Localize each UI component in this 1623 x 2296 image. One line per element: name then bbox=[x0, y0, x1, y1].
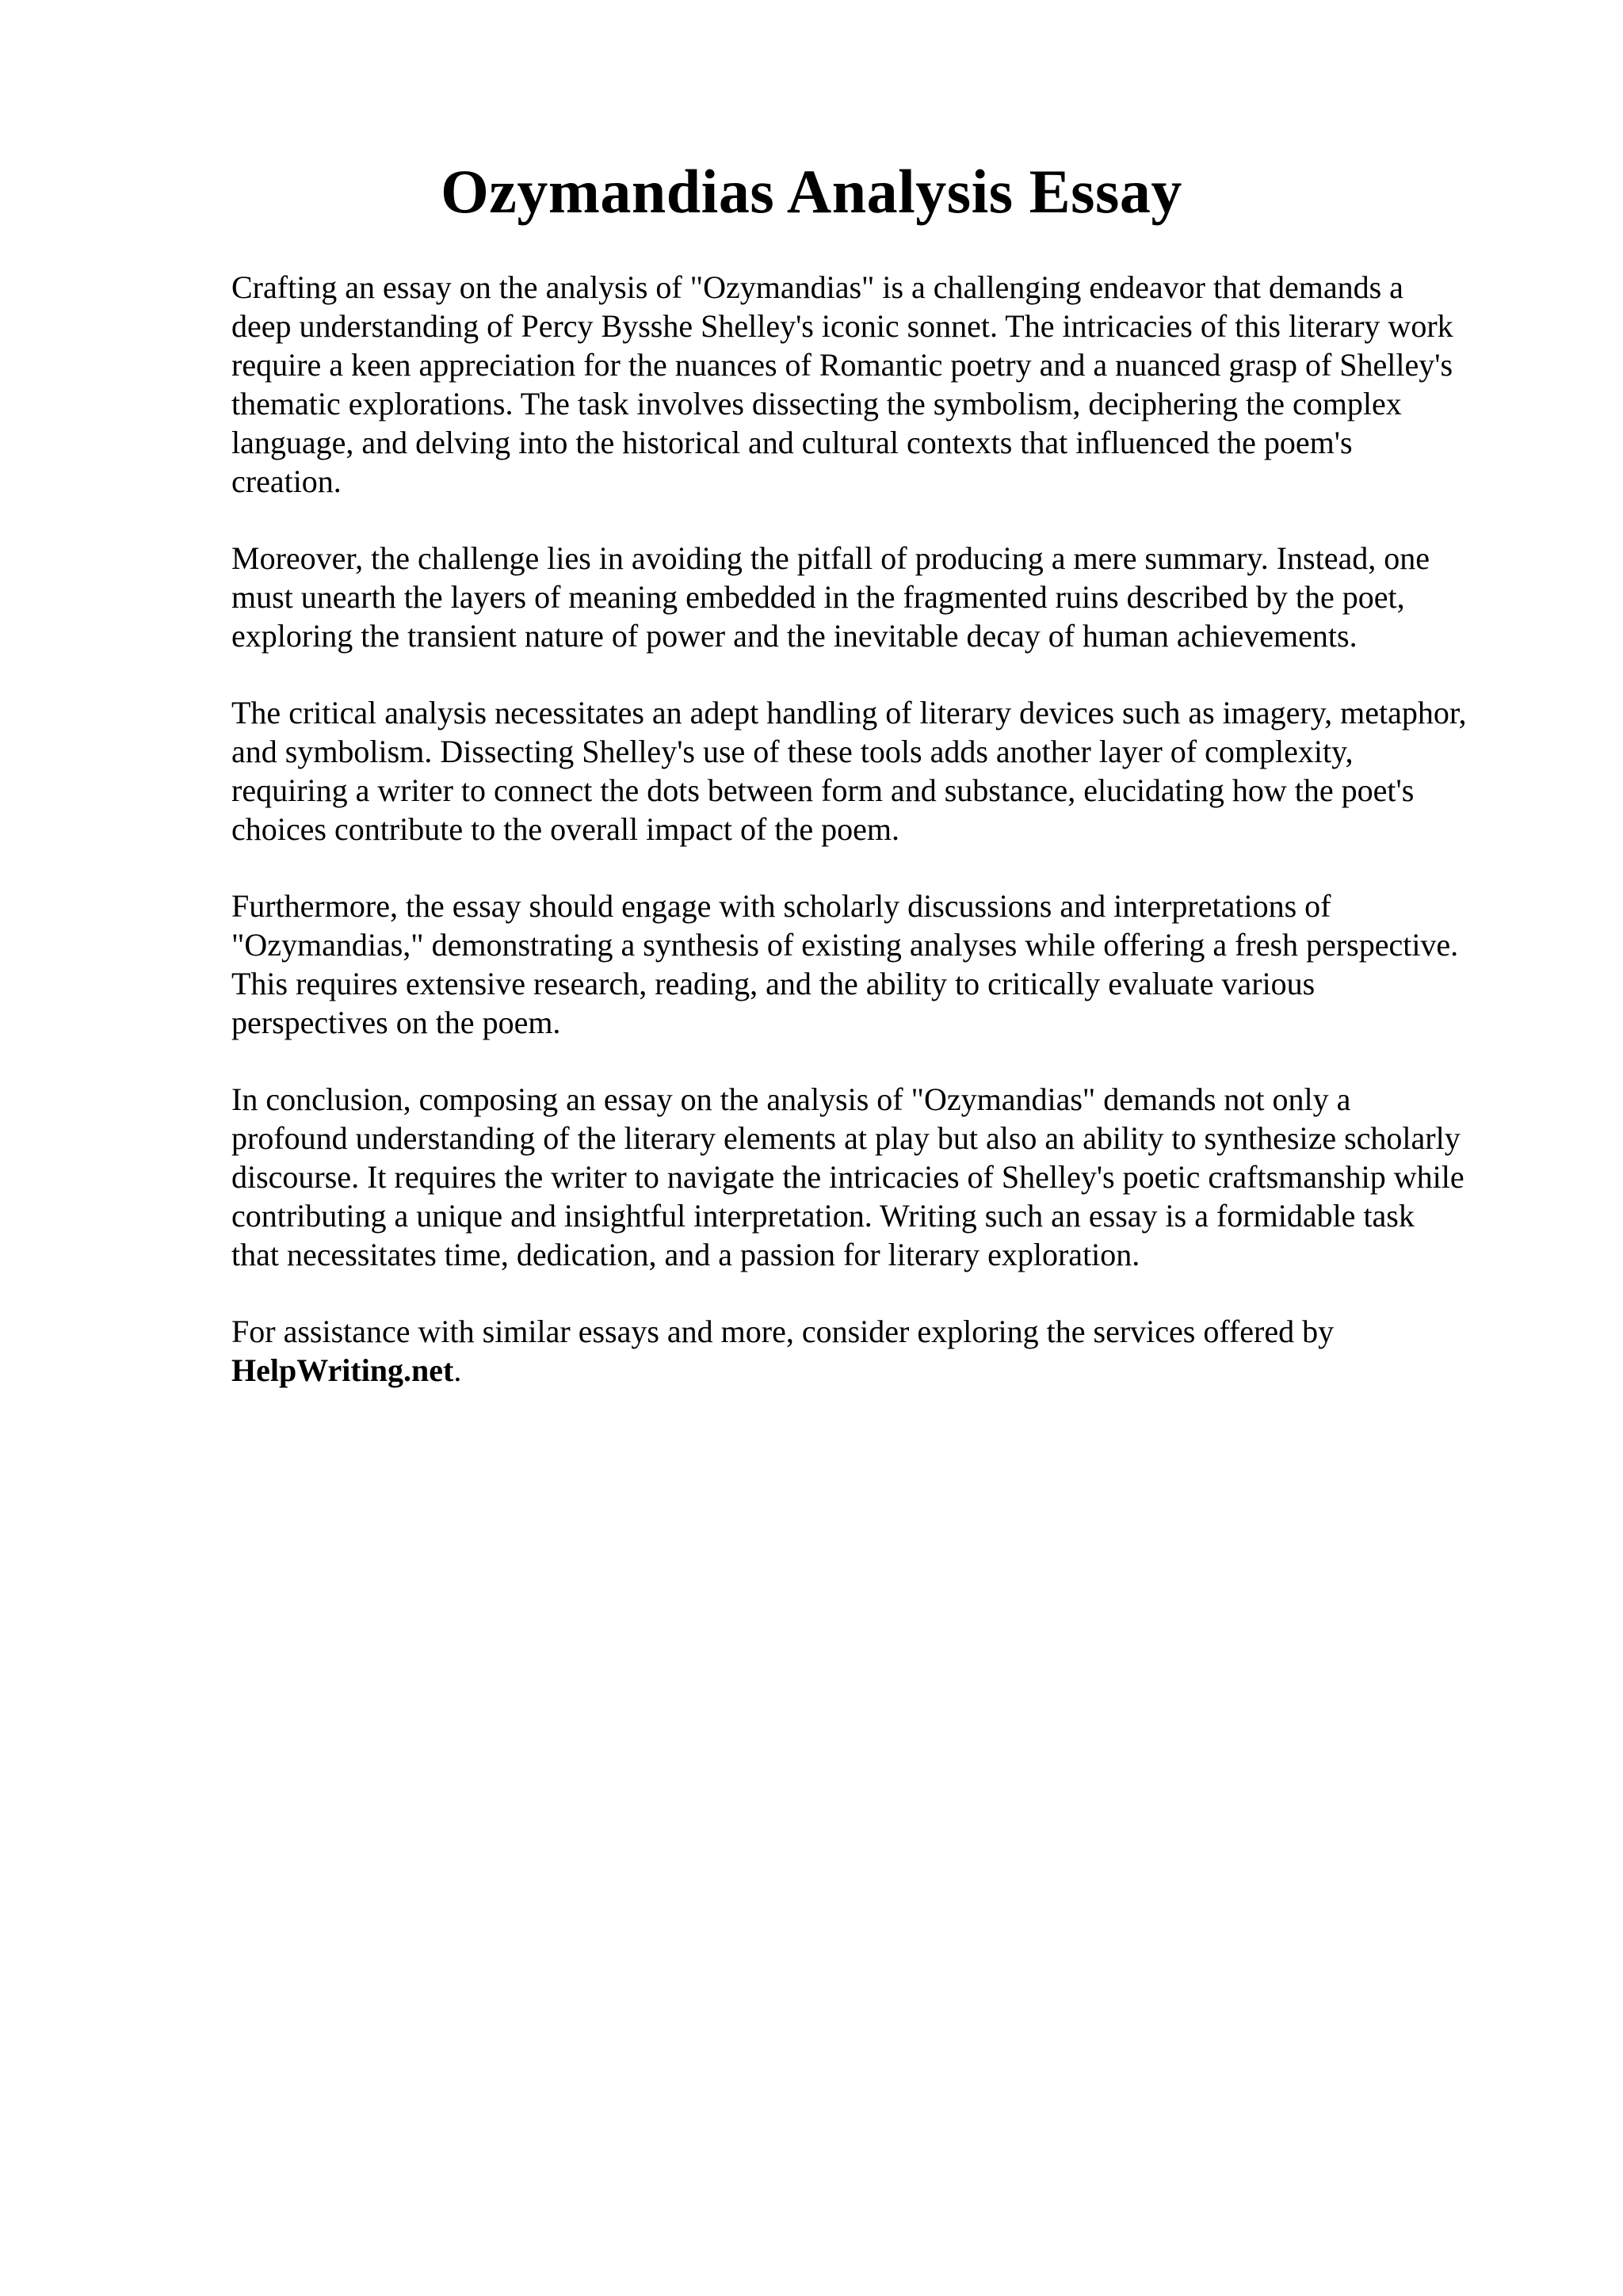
paragraph-line: and symbolism. Dissecting Shelley's use of these tools adds another layer of complexity, bbox=[231, 734, 1354, 769]
closing-text: For assistance with similar essays and more, consider exploring the services offered by bbox=[231, 1314, 1335, 1349]
closing-brand-line bbox=[231, 1351, 1531, 1390]
paragraph-line: thematic explorations. The task involves dissecting the symbolism, deciphering the complex bbox=[231, 386, 1402, 421]
paragraph-line: exploring the transient nature of power and the inevitable decay of human achievements. bbox=[231, 618, 1358, 654]
paragraph-line: "Ozymandias," demonstrating a synthesis of existing analyses while offering a fresh perspective. bbox=[231, 927, 1459, 963]
paragraph-line: This requires extensive research, reading, and the ability to critically evaluate various bbox=[231, 966, 1316, 1001]
paragraph-line: discourse. It requires the writer to navigate the intricacies of Shelley's poetic craftsmanship while bbox=[231, 1159, 1465, 1195]
closing-period: . bbox=[453, 1352, 462, 1388]
paragraph-line: contributing a unique and insightful interpretation. Writing such an essay is a formidable task bbox=[231, 1198, 1415, 1234]
paragraph-3 bbox=[231, 693, 1531, 849]
paragraph-line: requiring a writer to connect the dots between form and substance, elucidating how the poet's bbox=[231, 772, 1415, 808]
paragraph-1 bbox=[231, 268, 1531, 501]
essay-body bbox=[231, 268, 1531, 1428]
paragraph-line: perspectives on the poem. bbox=[231, 1005, 561, 1040]
paragraph-line: must unearth the layers of meaning embedded in the fragmented ruins described by the poet, bbox=[231, 579, 1405, 615]
brand-name: HelpWriting.net bbox=[231, 1352, 454, 1388]
paragraph-line: Crafting an essay on the analysis of "Ozymandias" is a challenging endeavor that demands a bbox=[231, 269, 1403, 305]
paragraph-2 bbox=[231, 539, 1531, 655]
paragraph-line: Furthermore, the essay should engage with scholarly discussions and interpretations of bbox=[231, 888, 1331, 924]
paragraph-line: profound understanding of the literary elements at play but also an ability to synthesize scholarly bbox=[231, 1120, 1461, 1156]
paragraph-line: that necessitates time, dedication, and a passion for literary exploration. bbox=[231, 1237, 1140, 1272]
page-title: Ozymandias Analysis Essay bbox=[441, 157, 1182, 226]
paragraph-line: creation. bbox=[231, 463, 342, 499]
closing-paragraph bbox=[231, 1312, 1531, 1390]
paragraph-4 bbox=[231, 887, 1531, 1042]
paragraph-line: The critical analysis necessitates an adept handling of literary devices such as imagery, metaphor, bbox=[231, 695, 1467, 730]
paragraph-line: In conclusion, composing an essay on the analysis of "Ozymandias" demands not only a bbox=[231, 1081, 1351, 1117]
paragraph-line: deep understanding of Percy Bysshe Shelley's iconic sonnet. The intricacies of this literary work bbox=[231, 308, 1453, 344]
paragraph-line: require a keen appreciation for the nuances of Romantic poetry and a nuanced grasp of Shelley's bbox=[231, 347, 1453, 383]
paragraph-line: language, and delving into the historical and cultural contexts that influenced the poem's bbox=[231, 425, 1353, 460]
paragraph-line: choices contribute to the overall impact of the poem. bbox=[231, 811, 900, 847]
paragraph-5 bbox=[231, 1080, 1531, 1274]
paragraph-line: Moreover, the challenge lies in avoiding the pitfall of producing a mere summary. Instead, one bbox=[231, 540, 1430, 576]
